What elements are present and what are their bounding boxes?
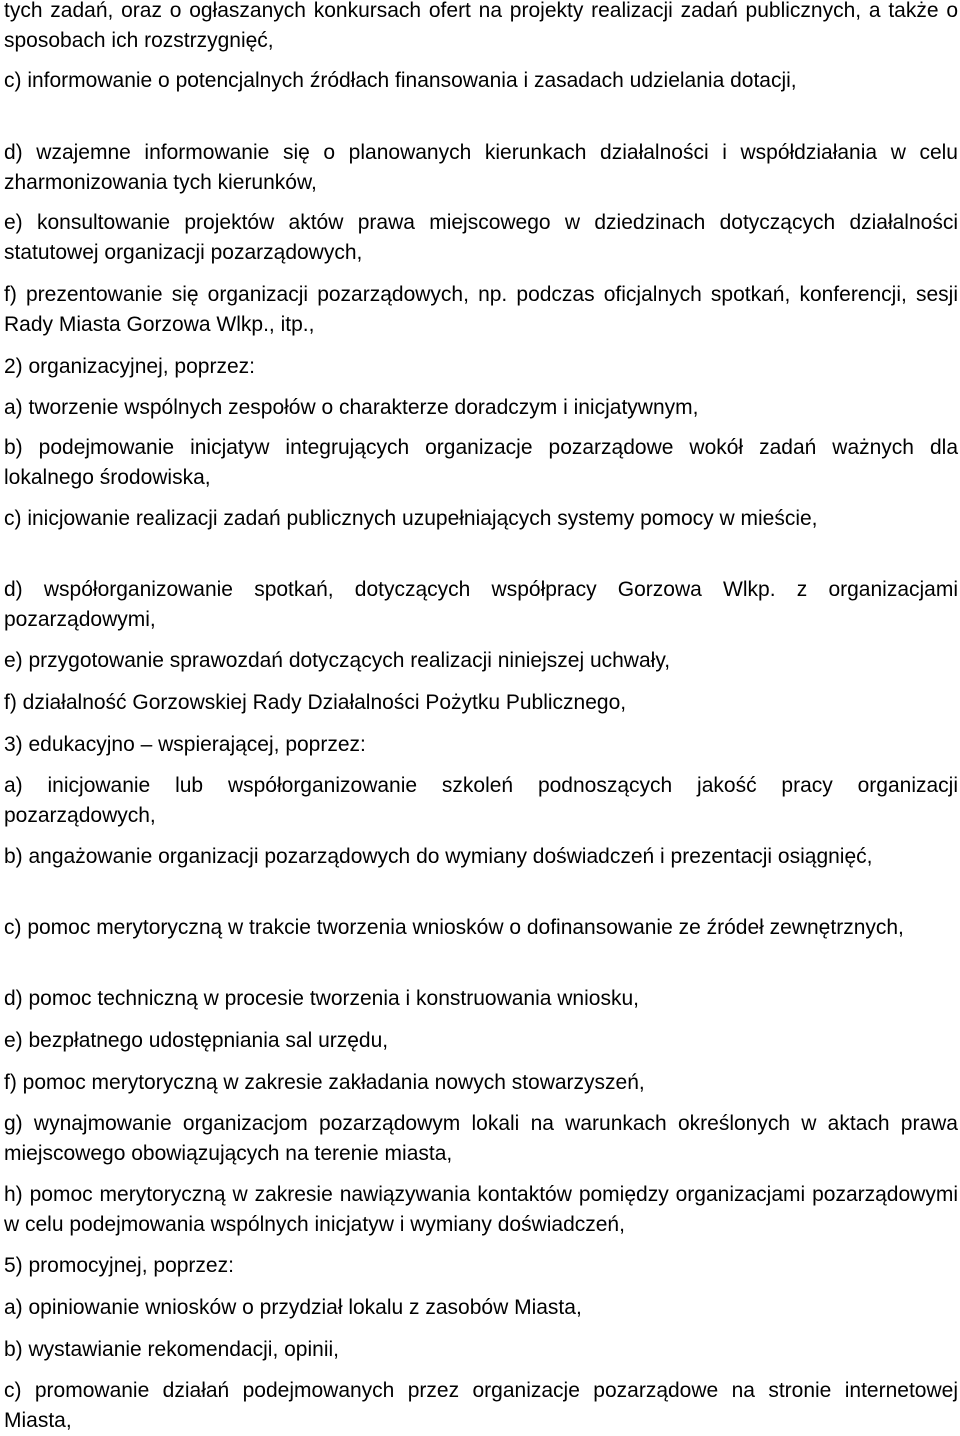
list-item-b: b) angażowanie organizacji pozarządowych do wymiany doświadczeń i prezentacji osiągnięć, (4, 845, 873, 868)
list-item-c: c) informowanie o potencjalnych źródłach finansowania i zasadach udzielania dotacji, (4, 69, 797, 92)
list-item-a: a) inicjowanie lub współorganizowanie szkoleń podnoszących jakość pracy organizacji pozarządowych, (4, 774, 958, 827)
list-item-g: g) wynajmowanie organizacjom pozarządowym lokali na warunkach określonych w aktach prawa miejscowego obowiązujących na terenie miasta, (4, 1112, 958, 1165)
list-item-d: d) współorganizowanie spotkań, dotyczących współpracy Gorzowa Wlkp. z organizacjami pozarządowymi, (4, 578, 958, 631)
list-item-b: b) wystawianie rekomendacji, opinii, (4, 1338, 339, 1361)
list-item-f: f) prezentowanie się organizacji pozarządowych, np. podczas oficjalnych spotkań, konferencji, sesji Rady Miasta Gorzowa Wlkp., itp., (4, 283, 958, 336)
list-item-e: e) konsultowanie projektów aktów prawa miejscowego w dziedzinach dotyczących działalności statutowej organizacji pozarządowych, (4, 211, 958, 264)
list-item-a: a) tworzenie wspólnych zespołów o charakterze doradczym i inicjatywnym, (4, 396, 699, 419)
list-item-f: f) pomoc merytoryczną w zakresie zakładania nowych stowarzyszeń, (4, 1071, 645, 1094)
list-item-e: e) bezpłatnego udostępniania sal urzędu, (4, 1029, 389, 1052)
list-item-f: f) działalność Gorzowskiej Rady Działalności Pożytku Publicznego, (4, 691, 627, 714)
list-item-c: c) promowanie działań podejmowanych przez organizacje pozarządowe na stronie internetowej Miasta, (4, 1379, 958, 1432)
list-item-a: a) opiniowanie wniosków o przydział lokalu z zasobów Miasta, (4, 1296, 582, 1319)
section-heading-5: 5) promocyjnej, poprzez: (4, 1254, 234, 1277)
paragraph-continuation: tych zadań, oraz o ogłaszanych konkursach ofert na projekty realizacji zadań publicznych, a także o sposobach ich rozstrzygnięć, (4, 0, 958, 52)
section-heading-3: 3) edukacyjno – wspierającej, poprzez: (4, 733, 366, 756)
section-heading-2: 2) organizacyjnej, poprzez: (4, 355, 255, 378)
list-item-e: e) przygotowanie sprawozdań dotyczących realizacji niniejszej uchwały, (4, 649, 671, 672)
list-item-h: h) pomoc merytoryczną w zakresie nawiązywania kontaktów pomiędzy organizacjami pozarządowymi w celu podejmowania wspólnych inicjatyw i wymiany doświadczeń, (4, 1183, 958, 1236)
list-item-b: b) podejmowanie inicjatyw integrujących organizacje pozarządowe wokół zadań ważnych dla lokalnego środowiska, (4, 436, 958, 489)
list-item-c: c) inicjowanie realizacji zadań publicznych uzupełniających systemy pomocy w mieście, (4, 507, 818, 530)
list-item-d: d) wzajemne informowanie się o planowanych kierunkach działalności i współdziałania w celu zharmonizowania tych kierunków, (4, 141, 958, 194)
list-item-c: c) pomoc merytoryczną w trakcie tworzenia wniosków o dofinansowanie ze źródeł zewnętrznych, (4, 916, 904, 939)
list-item-d: d) pomoc techniczną w procesie tworzenia i konstruowania wniosku, (4, 987, 639, 1010)
